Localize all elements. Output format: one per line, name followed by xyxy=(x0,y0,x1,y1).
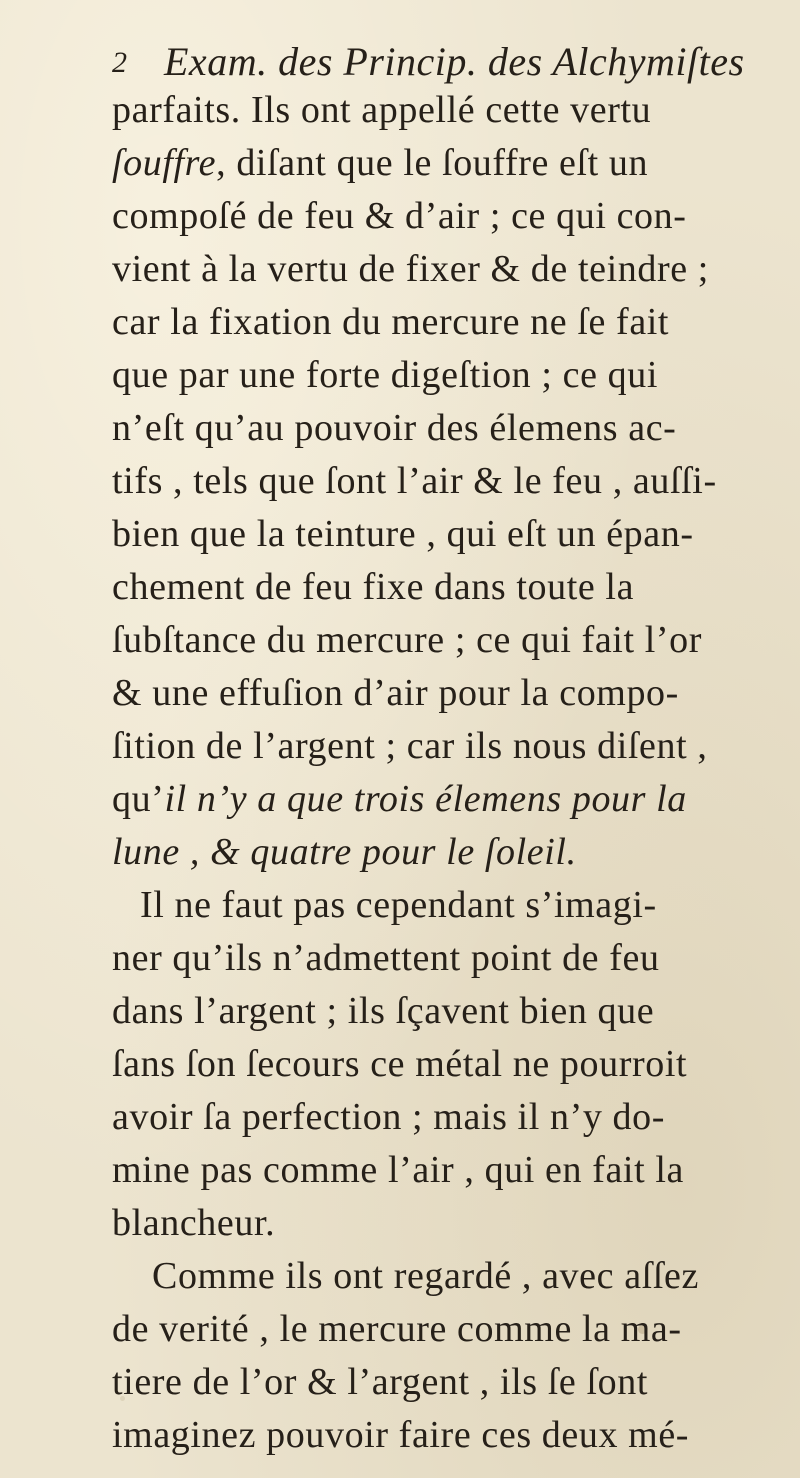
body-text xyxy=(112,84,792,1462)
text-line: que par une forte digeſtion ; ce qui xyxy=(112,354,659,396)
running-title: Exam. des Princip. des Alchymiſtes xyxy=(164,39,745,84)
text-fragment: , diſant que le ſouffre eſt un xyxy=(216,142,649,184)
paragraph-start-line: Comme ils ont regardé , avec aſſez xyxy=(152,1255,699,1297)
text-line: ner qu’ils n’admettent point de feu xyxy=(112,937,660,979)
text-line: vient à la vertu de fixer & de teindre ; xyxy=(112,248,709,290)
paragraph-start-line: Il ne faut pas cependant s’imagi- xyxy=(140,884,657,926)
italic-quote: il n’y a que trois élemens pour la xyxy=(164,778,687,820)
text-line: dans l’argent ; ils ſçavent bien que xyxy=(112,990,655,1032)
text-line: parfaits. Ils ont appellé cette vertu xyxy=(112,89,652,131)
text-fragment: qu’ xyxy=(112,778,165,820)
text-line: & une effuſion d’air pour la compo- xyxy=(112,672,679,714)
page-number: 2 xyxy=(112,46,127,79)
text-line: bien que la teinture , qui eſt un épan- xyxy=(112,513,694,555)
text-line: compoſé de feu & d’air ; ce qui con- xyxy=(112,195,687,237)
text-line: avoir ſa perfection ; mais il n’y do- xyxy=(112,1096,665,1138)
text-line: car la fixation du mercure ne ſe fait xyxy=(112,301,670,343)
text-line xyxy=(112,137,792,190)
text-line xyxy=(112,773,792,826)
text-line: blancheur. xyxy=(112,1202,276,1244)
text-line: tifs , tels que ſont l’air & le feu , auſſi- xyxy=(112,460,717,502)
italic-word: ſouffre xyxy=(112,142,217,184)
text-line: ſubſtance du mercure ; ce qui fait l’or xyxy=(112,619,702,661)
text-line: de verité , le mercure comme la ma- xyxy=(112,1308,682,1350)
text-line: imaginez pouvoir faire ces deux mé- xyxy=(112,1414,690,1456)
text-line: chement de feu fixe dans toute la xyxy=(112,566,635,608)
text-line: ſans ſon ſecours ce métal ne pourroit xyxy=(112,1043,688,1085)
text-line: n’eſt qu’au pouvoir des élemens ac- xyxy=(112,407,677,449)
page-header xyxy=(112,38,772,88)
italic-quote-line: lune , & quatre pour le ſoleil. xyxy=(112,831,577,873)
text-line: tiere de l’or & l’argent , ils ſe ſont xyxy=(112,1361,649,1403)
text-line: ſition de l’argent ; car ils nous diſent , xyxy=(112,725,708,767)
text-line: mine pas comme l’air , qui en fait la xyxy=(112,1149,684,1191)
